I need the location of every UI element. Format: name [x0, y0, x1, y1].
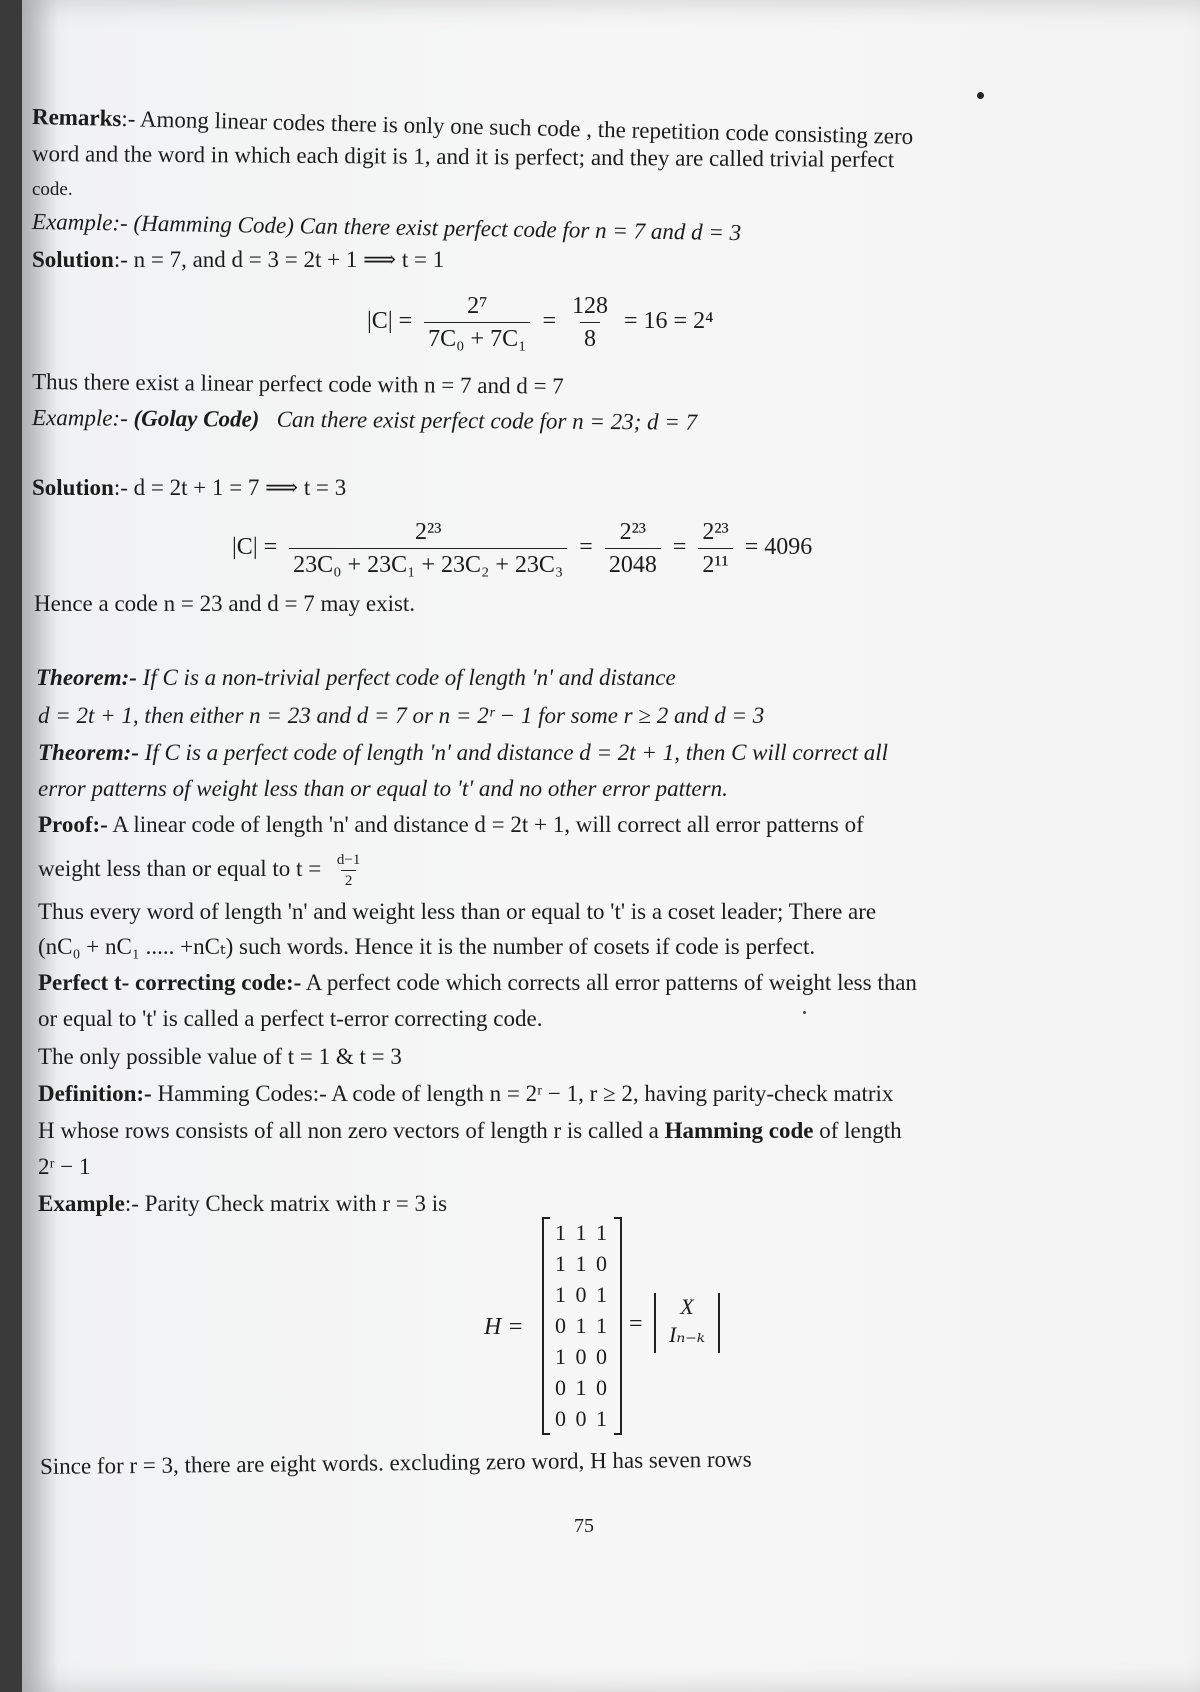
equals-sign: =: [542, 308, 556, 335]
definition-line-2: [38, 1117, 902, 1145]
example2-frac-1-num: 2²³: [415, 519, 442, 545]
example1-solution-text: :- n = 7, and d = 3 = 2t + 1 ⟹ t = 1: [113, 247, 445, 272]
matrix-row: 1 1 1: [555, 1220, 609, 1245]
matrix-row: 0 0 1: [555, 1406, 609, 1431]
proof-line-4: (nC₀ + nC₁ ..... +nCₜ) such words. Hence it is the number of cosets if code is perfect.: [38, 934, 816, 959]
example2-line: [32, 404, 697, 437]
matrix-row: 0 1 1: [555, 1313, 609, 1338]
remarks-line-2: word and the word in which each digit is 1, and it is perfect; and they are called trivial perfect: [31, 141, 895, 173]
block-matrix-top: X: [680, 1294, 694, 1319]
perfect-line-1: [38, 969, 917, 997]
example2-equation: [232, 518, 812, 579]
example2-solution: [32, 474, 346, 502]
example1-eq-lhs: |C| =: [367, 308, 413, 335]
example3-line: [38, 1190, 447, 1218]
example2-solution-text: :- d = 2t + 1 = 7 ⟹ t = 3: [113, 475, 347, 500]
proof-fraction-num: d−1: [336, 852, 361, 868]
example2-frac-2-den: 2048: [605, 548, 661, 579]
example1-line: [32, 208, 742, 247]
ink-speck: [803, 1011, 806, 1014]
example2-title: (Golay Code): [133, 405, 260, 432]
proof-text-2: weight less than or equal to t =: [38, 855, 322, 881]
example3-conclusion: Since for r = 3, there are eight words. excluding zero word, H has seven rows: [39, 1446, 752, 1479]
matrix-equals: =: [629, 1311, 643, 1337]
example1-frac-2: [568, 292, 612, 353]
example2-solution-label: Solution: [32, 475, 114, 500]
example2-frac-2: [605, 518, 661, 579]
example1-frac-2-num: 128: [572, 293, 608, 319]
book-page: [22, 0, 1200, 1692]
proof-fraction: [333, 852, 364, 889]
proof-line-2: [38, 852, 370, 889]
example2-eq-rhs: = 4096: [744, 534, 813, 561]
matrix-row: 1 0 0: [555, 1344, 609, 1369]
block-matrix: [654, 1293, 720, 1353]
theorem2-text-1: If C is a perfect code of length 'n' and distance d = 2t + 1, then C will correct all: [144, 740, 889, 765]
theorem2-line-1: [38, 739, 888, 767]
matrix-row: 0 1 0: [555, 1375, 609, 1400]
perfect-line-2: or equal to 't' is called a perfect t-error correcting code.: [38, 1006, 543, 1031]
example1-frac-1: [424, 292, 530, 353]
remarks-label: Remarks: [31, 104, 122, 132]
bullet-dot: [977, 92, 984, 99]
definition-text-2: H whose rows consists of all non zero vectors of length r is called a: [38, 1118, 659, 1143]
example2-frac-2-num: 2²³: [619, 519, 646, 545]
theorem1-text-1: If C is a non-trivial perfect code of length 'n' and distance: [142, 665, 676, 690]
perfect-label: Perfect t- correcting code:-: [38, 970, 302, 995]
perfect-line-3: The only possible value of t = 1 & t = 3: [38, 1044, 402, 1069]
example1-frac-1-den: 7C₀ + 7C₁: [424, 322, 530, 353]
definition-line-3: 2ʳ − 1: [38, 1154, 91, 1179]
example3-text: :- Parity Check matrix with r = 3 is: [124, 1191, 448, 1216]
matrix-row: 1 0 1: [555, 1282, 609, 1307]
block-matrix-bottom: Iₙ₋ₖ: [669, 1322, 705, 1347]
theorem1-line-1: [36, 664, 676, 692]
proof-line-3: Thus every word of length 'n' and weight less than or equal to 't' is a coset leader; There are: [38, 899, 877, 924]
equals-sign: =: [579, 534, 593, 561]
example1-eq-rhs: = 16 = 2⁴: [624, 308, 714, 335]
example2-frac-1-den: 23C₀ + 23C₁ + 23C₂ + 23C₃: [289, 548, 567, 579]
theorem1-label: Theorem:-: [36, 665, 137, 690]
example2-label: Example:-: [31, 405, 128, 431]
matrix-row: 1 1 0: [555, 1251, 609, 1276]
example1-conclusion: Thus there exist a linear perfect code with n = 7 and d = 7: [31, 369, 564, 399]
definition-line-1: [38, 1080, 893, 1108]
theorem2-label: Theorem:-: [38, 740, 139, 765]
remarks-line-3: code.: [32, 179, 73, 200]
example1-label: Example:-: [31, 209, 128, 236]
example2-frac-3-den: 2¹¹: [698, 548, 732, 579]
matrix-label: H =: [484, 1314, 524, 1340]
matrix-brackets: [542, 1217, 622, 1435]
remarks-text-1: :- Among linear codes there is only one such code , the repetition code consisting zero: [121, 106, 914, 149]
proof-line-1: [38, 811, 864, 839]
example2-conclusion: Hence a code n = 23 and d = 7 may exist.: [34, 591, 416, 616]
proof-fraction-den: 2: [341, 870, 357, 889]
theorem1-line-2: d = 2t + 1, then either n = 23 and d = 7 or n = 2ʳ − 1 for some r ≥ 2 and d = 3: [38, 703, 765, 728]
example1-equation: [367, 292, 713, 353]
definition-text-1: Hamming Codes:- A code of length n = 2ʳ − 1, r ≥ 2, having parity-check matrix: [157, 1081, 894, 1106]
definition-bold-term: Hamming code: [664, 1118, 814, 1143]
perfect-text-1: A perfect code which corrects all error patterns of weight less than: [305, 970, 917, 995]
example1-text: (Hamming Code) Can there exist perfect code for n = 7 and d = 3: [133, 210, 742, 246]
example2-eq-lhs: |C| =: [232, 534, 278, 561]
example2-frac-3: [698, 518, 732, 579]
example2-frac-3-num: 2²³: [702, 519, 729, 545]
example2-text: Can there exist perfect code for n = 23; d = 7: [276, 406, 698, 435]
page-number: 75: [574, 1515, 594, 1537]
example3-label: Example: [38, 1191, 125, 1216]
example1-solution: [32, 246, 444, 274]
definition-text-2b: of length: [819, 1118, 902, 1143]
example1-frac-1-num: 2⁷: [467, 293, 488, 319]
example1-frac-2-den: 8: [580, 322, 600, 353]
example1-solution-label: Solution: [32, 247, 114, 272]
equals-sign: =: [672, 534, 687, 561]
proof-text-1: A linear code of length 'n' and distance d = 2t + 1, will correct all error patterns of: [112, 812, 864, 837]
proof-label: Proof:-: [38, 812, 108, 837]
theorem2-line-2: error patterns of weight less than or equal to 't' and no other error pattern.: [38, 776, 728, 801]
definition-label: Definition:-: [38, 1081, 152, 1106]
example2-frac-1: [289, 518, 567, 579]
